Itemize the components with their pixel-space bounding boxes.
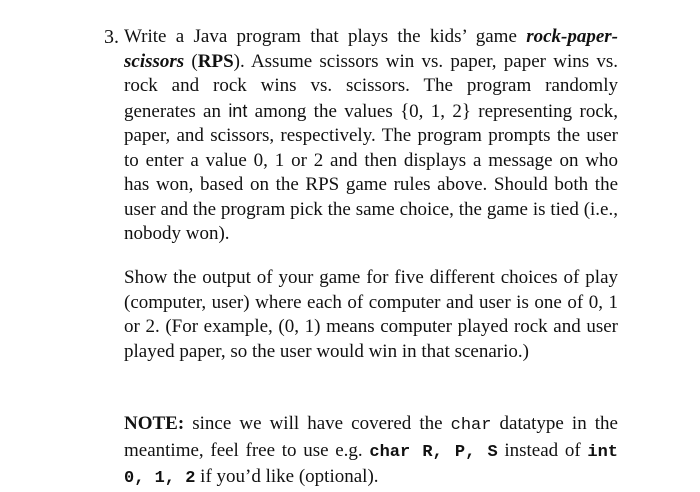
output-instructions: Show the output of your game for five different choices of play (computer, user) where each of computer and user is one of 0, 1 or 2. (For example, (0, 1) means computer played rock and user played paper, so the user would win in that scenario.) <box>124 267 618 362</box>
game-abbreviation: RPS <box>197 50 234 72</box>
statement-text-4: among the values {0, 1, 2} representing rock, paper, and scissors, respectively. The program prompts the user to enter a value 0, 1 or 2 and then displays a message on who has won, based on the RPS game rules above. Should both the user and the program pick the same choice, the game is tied (i.e., nobody won). <box>124 100 618 244</box>
problem-statement <box>124 25 618 247</box>
statement-text-2: ( <box>184 50 198 72</box>
int-example-code: int 0, 1, 2 <box>124 442 619 488</box>
note-text-2: datatype in the meantime, feel free to use e.g. <box>124 413 618 461</box>
note-text-3: instead of <box>497 439 588 461</box>
note-text-1: since we will have covered the <box>184 413 451 434</box>
note-text-4: if you’d like (optional). <box>195 466 379 487</box>
note-label: NOTE: <box>124 413 185 434</box>
char-type-code: char <box>450 416 492 435</box>
statement-text-1: Write a Java program that plays the kids’ game <box>124 26 527 47</box>
note-paragraph <box>124 412 618 492</box>
game-name: rock-paper-scissors <box>124 26 618 72</box>
char-example-code: char R, P, S <box>369 442 498 462</box>
question-number: 3. <box>104 26 119 48</box>
statement-text-3: ). Assume scissors win vs. paper, paper wins vs. rock and rock wins vs. scissors. The program randomly generates an <box>124 50 618 122</box>
int-keyword: int <box>228 100 248 121</box>
